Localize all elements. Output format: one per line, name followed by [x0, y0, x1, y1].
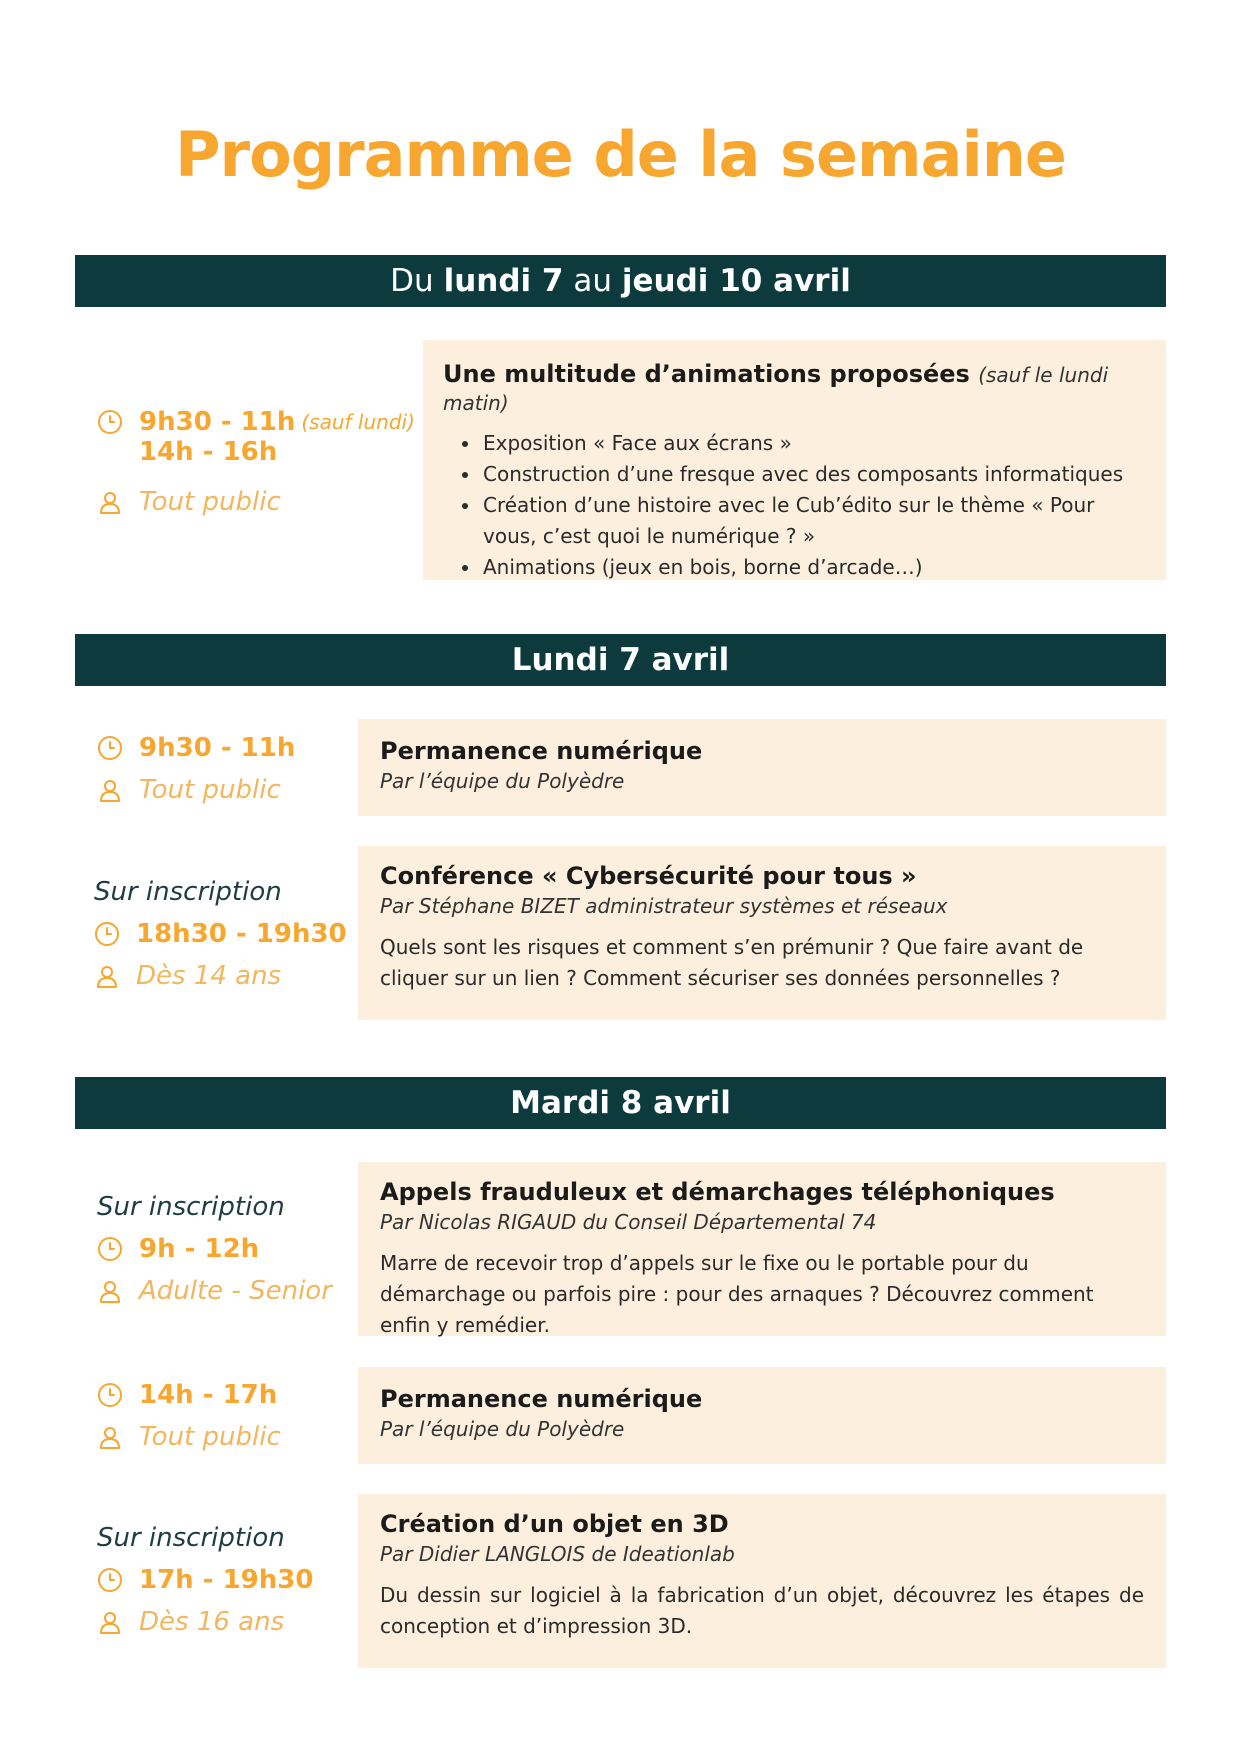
event-speaker: Par l’équipe du Polyèdre [380, 1417, 625, 1441]
event-title: Permanence numérique [380, 1385, 703, 1413]
time-row [97, 1375, 281, 1415]
time-row [97, 1560, 313, 1600]
time: 17h - 19h30 [139, 1565, 314, 1595]
audience: Tout public [139, 775, 281, 805]
list-item: • Exposition « Face aux écrans » [481, 428, 1146, 459]
event-title-note: (sauf le lundi matin) [443, 363, 1109, 415]
activity-list [443, 428, 1146, 583]
event-meta [94, 872, 347, 996]
event-card [423, 340, 1166, 580]
event-speaker: Par l’équipe du Polyèdre [380, 769, 625, 793]
audience-row [97, 770, 295, 810]
audience: Dès 16 ans [139, 1607, 285, 1637]
audience: Dès 14 ans [136, 961, 282, 991]
event-title: Conférence « Cybersécurité pour tous » [380, 862, 917, 890]
time: 9h30 - 11h [139, 407, 296, 437]
clock-icon [94, 921, 120, 947]
event-card [358, 719, 1166, 816]
inscription-label: Sur inscription [97, 1523, 285, 1553]
event-speaker: Par Nicolas RIGAUD du Conseil Départemental 74 [380, 1210, 877, 1234]
page-title: Programme de la semaine [175, 118, 1066, 191]
clock-icon [97, 1567, 123, 1593]
event-title: Création d’un objet en 3D [380, 1510, 729, 1538]
clock-icon [97, 1382, 123, 1408]
time: 9h - 12h [139, 1234, 260, 1264]
time: 9h30 - 11h [139, 733, 296, 763]
time: 14h - 16h [139, 437, 278, 467]
event-title-text: Une multitude d’animations proposées [443, 360, 970, 388]
person-icon [97, 1278, 123, 1304]
event-description: Marre de recevoir trop d’appels sur le fixe ou le portable pour du démarchage ou parfois pire : pour des arnaques ? Découvrez comment enfin y remédier. [380, 1251, 1094, 1337]
clock-icon [97, 1236, 123, 1262]
audience-row [94, 956, 347, 996]
event-speaker: Par Stéphane BIZET administrateur systèmes et réseaux [380, 894, 948, 918]
person-icon [97, 1424, 123, 1450]
clock-icon [97, 409, 123, 435]
event-title [443, 360, 1146, 416]
person-icon [97, 489, 123, 515]
section-header-monday: Lundi 7 avril [75, 634, 1166, 686]
time-row [97, 728, 295, 768]
event-speaker: Par Didier LANGLOIS de Ideationlab [380, 1542, 735, 1566]
bar-text: au [573, 263, 613, 299]
event-meta [97, 1518, 313, 1642]
section-header-tuesday: Mardi 8 avril [75, 1077, 1166, 1129]
event-card [358, 846, 1166, 1020]
audience: Adulte - Senior [139, 1276, 332, 1306]
event-meta [97, 728, 295, 810]
event-description: Quels sont les risques et comment s’en prémunir ? Que faire avant de cliquer sur un lien ? Comment sécuriser ses données personnelles ? [380, 935, 1084, 990]
event-title: Permanence numérique [380, 737, 703, 765]
person-icon [94, 963, 120, 989]
event-title: Appels frauduleux et démarchages téléphoniques [380, 1178, 1055, 1206]
list-item: • Création d’une histoire avec le Cub’édito sur le thème « Pour vous, c’est quoi le numérique ? » [481, 490, 1146, 552]
audience: Tout public [139, 1422, 281, 1452]
time-row [97, 1229, 332, 1269]
audience-row [97, 1271, 332, 1311]
inscription-label: Sur inscription [94, 877, 282, 907]
bar-start-day: lundi 7 [443, 263, 564, 299]
section-header-week [75, 255, 1166, 307]
time: 18h30 - 19h30 [136, 919, 347, 949]
event-card [358, 1367, 1166, 1464]
time-row [97, 432, 415, 472]
audience-row [97, 482, 415, 522]
event-meta [97, 1187, 332, 1311]
clock-icon [97, 735, 123, 761]
audience-row [97, 1602, 313, 1642]
event-card [358, 1494, 1166, 1668]
time-note: (sauf lundi) [301, 410, 415, 434]
event-card [358, 1162, 1166, 1336]
audience: Tout public [139, 487, 281, 517]
section1-meta [97, 402, 415, 522]
bar-text: Du [390, 263, 434, 299]
bar-end-day: jeudi 10 avril [621, 263, 851, 299]
time: 14h - 17h [139, 1380, 278, 1410]
list-item: • Animations (jeux en bois, borne d’arcade…) [481, 552, 1146, 583]
inscription-label: Sur inscription [97, 1192, 285, 1222]
event-meta [97, 1375, 281, 1457]
time-row [94, 914, 347, 954]
person-icon [97, 777, 123, 803]
person-icon [97, 1609, 123, 1635]
audience-row [97, 1417, 281, 1457]
list-item: • Construction d’une fresque avec des composants informatiques [481, 459, 1146, 490]
event-description: Du dessin sur logiciel à la fabrication d’un objet, découvrez les étapes de conception et d’impression 3D. [380, 1583, 1144, 1638]
